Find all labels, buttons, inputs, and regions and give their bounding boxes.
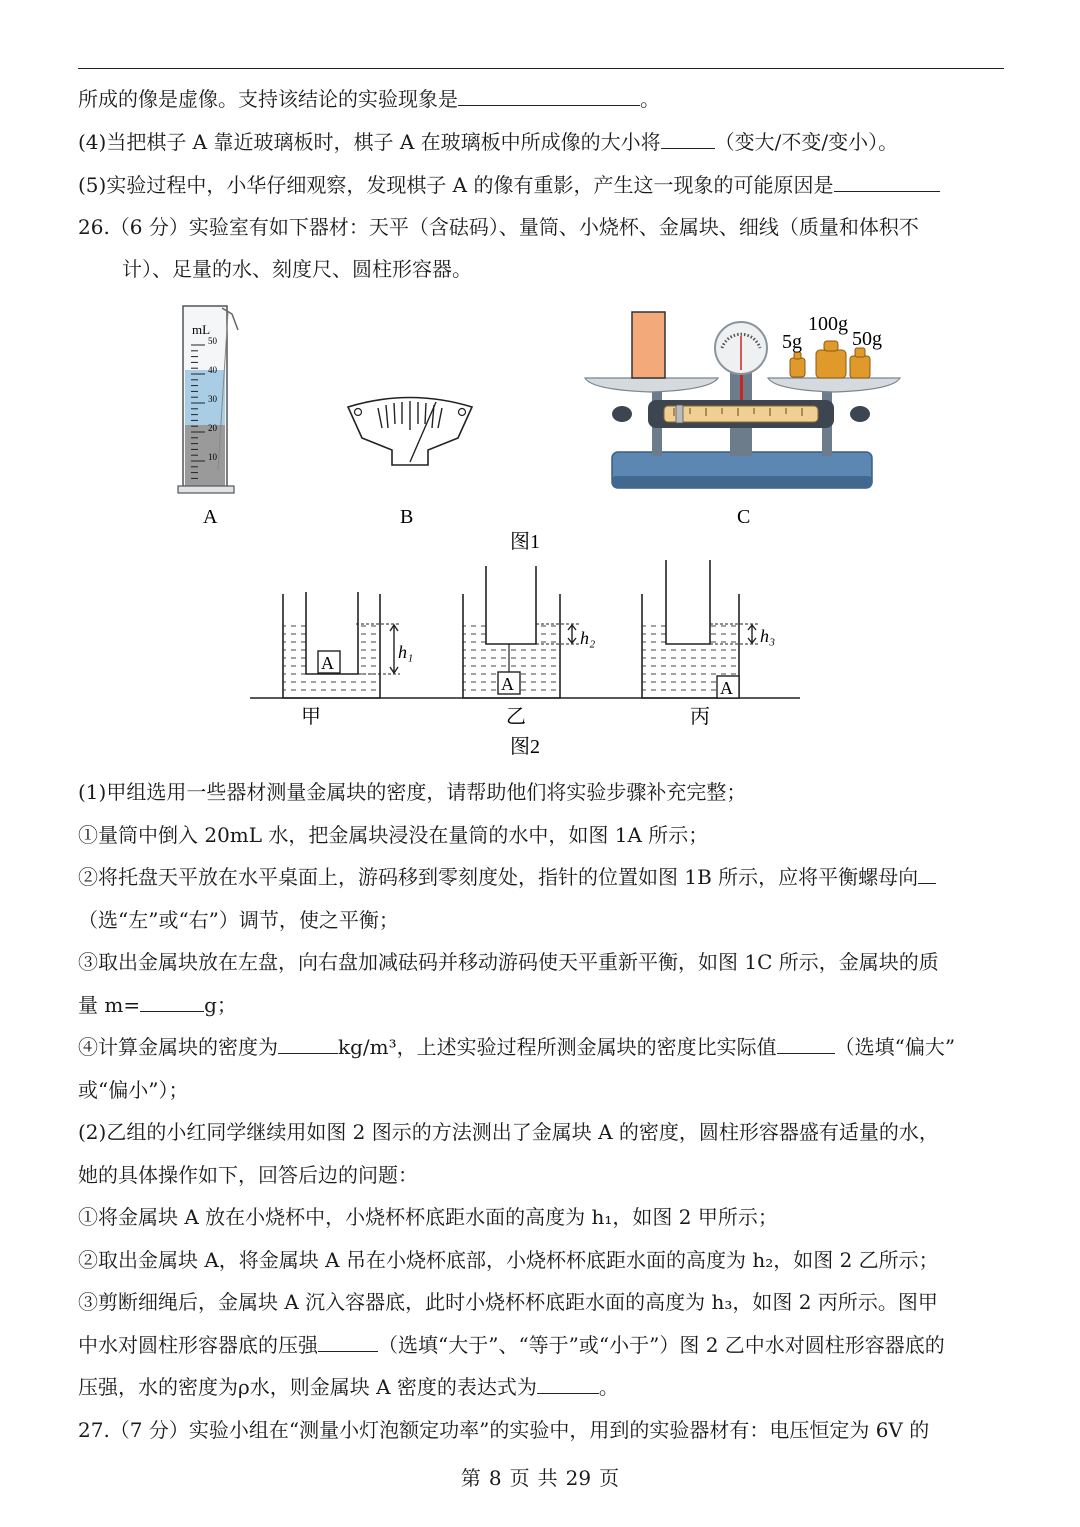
answer-blank: [278, 1033, 338, 1054]
answer-blank: [537, 1373, 599, 1394]
tick-label: 30: [208, 394, 217, 404]
figure-2-caption: 图2: [510, 736, 540, 758]
figure-1-label-c: C: [737, 506, 751, 528]
figure-1: [0, 290, 1080, 560]
graduated-cylinder: [178, 306, 238, 493]
weight-5g: [790, 352, 805, 377]
height-label: h₁: [398, 642, 414, 662]
text-line: 所成的像是虚像。支持该结论的实验现象是 。: [78, 87, 660, 111]
figure-1-label-b: B: [400, 506, 414, 528]
total-pages: 29: [565, 1466, 592, 1490]
text-line: (5)实验过程中，小华仔细观察，发现棋子 A 的像有重影，产生这一现象的可能原因是: [78, 171, 940, 199]
question-26-line: 26.（6 分）实验室有如下器材：天平（含砝码）、量筒、小烧杯、金属块、细线（质量和体积不: [78, 215, 919, 239]
setup-jia: [283, 592, 413, 698]
text-line: ④计算金属块的密度为 kg/m³，上述实验过程所测金属块的密度比实际值 （选填“偏大”: [78, 1035, 956, 1059]
answer-blank: [834, 171, 940, 192]
weight-label: 50g: [852, 328, 882, 350]
tick-label: 40: [208, 365, 217, 375]
text-line: (1)甲组选用一些器材测量金属块的密度，请帮助他们将实验步骤补充完整；: [78, 780, 747, 804]
text-line: 她的具体操作如下，回答后边的问题：: [78, 1163, 418, 1187]
text-line: （选“左”或“右”）调节，使之平衡；: [78, 908, 399, 932]
panel-label: 乙: [506, 706, 526, 728]
tray-balance: [585, 312, 900, 488]
page-footer: 第 8 页 共 29 页: [460, 1466, 620, 1490]
figure-1-caption: 图1: [510, 531, 540, 553]
text-line: 压强，水的密度为ρ水，则金属块 A 密度的表达式为 。: [78, 1375, 619, 1399]
text-line: 或“偏小”）；: [78, 1078, 189, 1102]
text-line: 中水对圆柱形容器底的压强 （选填“大于”、“等于”或“小于”）图 2 乙中水对圆柱形容器底的: [78, 1333, 945, 1357]
setup-yi: [463, 566, 595, 698]
text-line: ②将托盘天平放在水平桌面上，游码移到零刻度处，指针的位置如图 1B 所示，应将平衡螺母向: [78, 863, 936, 891]
weight-100g: [816, 341, 846, 378]
text-line: ①量筒中倒入 20mL 水，把金属块浸没在量筒的水中，如图 1A 所示；: [78, 823, 709, 847]
text-line: ②取出金属块 A，将金属块 A 吊在小烧杯底部，小烧杯杯底距水面的高度为 h₂，如图 2 乙所示；: [78, 1248, 939, 1272]
answer-blank: [661, 128, 715, 149]
block-label: A: [501, 674, 514, 694]
text-line: ③剪断细绳后，金属块 A 沉入容器底，此时小烧杯杯底距水面的高度为 h₃，如图 2 丙所示。图甲: [78, 1290, 938, 1314]
text-line: (4)当把棋子 A 靠近玻璃板时，棋子 A 在玻璃板中所成像的大小将 （变大/不变/变小）。: [78, 130, 899, 154]
text-line: ③取出金属块放在左盘，向右盘加减砝码并移动游码使天平重新平衡，如图 1C 所示，金属块的质: [78, 950, 939, 974]
answer-blank: [140, 991, 204, 1012]
answer-blank: [777, 1033, 835, 1054]
block-label: A: [720, 678, 733, 698]
answer-blank: [318, 1331, 378, 1352]
panel-label: 甲: [301, 706, 321, 728]
question-27-line: 27.（7 分）实验小组在“测量小灯泡额定功率”的实验中，用到的实验器材有：电压恒定为 6V 的: [78, 1418, 930, 1442]
text-line: (2)乙组的小红同学继续用如图 2 图示的方法测出了金属块 A 的密度，圆柱形容器盛有适量的水，: [78, 1120, 939, 1144]
figure-2: [0, 558, 1080, 763]
weight-label: 5g: [782, 331, 802, 353]
tick-label: 10: [208, 452, 217, 462]
height-label: h₃: [760, 626, 776, 646]
balance-pointer-dial: [348, 398, 472, 466]
metal-block: [632, 312, 665, 378]
panel-label: 丙: [690, 706, 710, 728]
text-line: ①将金属块 A 放在小烧杯中，小烧杯杯底距水面的高度为 h₁，如图 2 甲所示；: [78, 1205, 778, 1229]
text-line: 计）、足量的水、刻度尺、圆柱形容器。: [122, 257, 472, 281]
top-rule: [78, 68, 1004, 69]
tick-label: 20: [208, 423, 217, 433]
cylinder-unit: mL: [192, 322, 211, 337]
height-label: h₂: [580, 628, 596, 648]
page-number: 8: [488, 1466, 502, 1490]
tick-label: 50: [208, 336, 217, 346]
setup-bing: [642, 560, 775, 698]
answer-blank: [458, 85, 640, 106]
figure-1-label-a: A: [203, 506, 218, 528]
weight-50g: [850, 348, 870, 378]
answer-blank: [918, 863, 936, 884]
block-label: A: [321, 653, 334, 673]
weight-label: 100g: [808, 313, 848, 335]
text-line: 量 m= g；: [78, 993, 237, 1017]
